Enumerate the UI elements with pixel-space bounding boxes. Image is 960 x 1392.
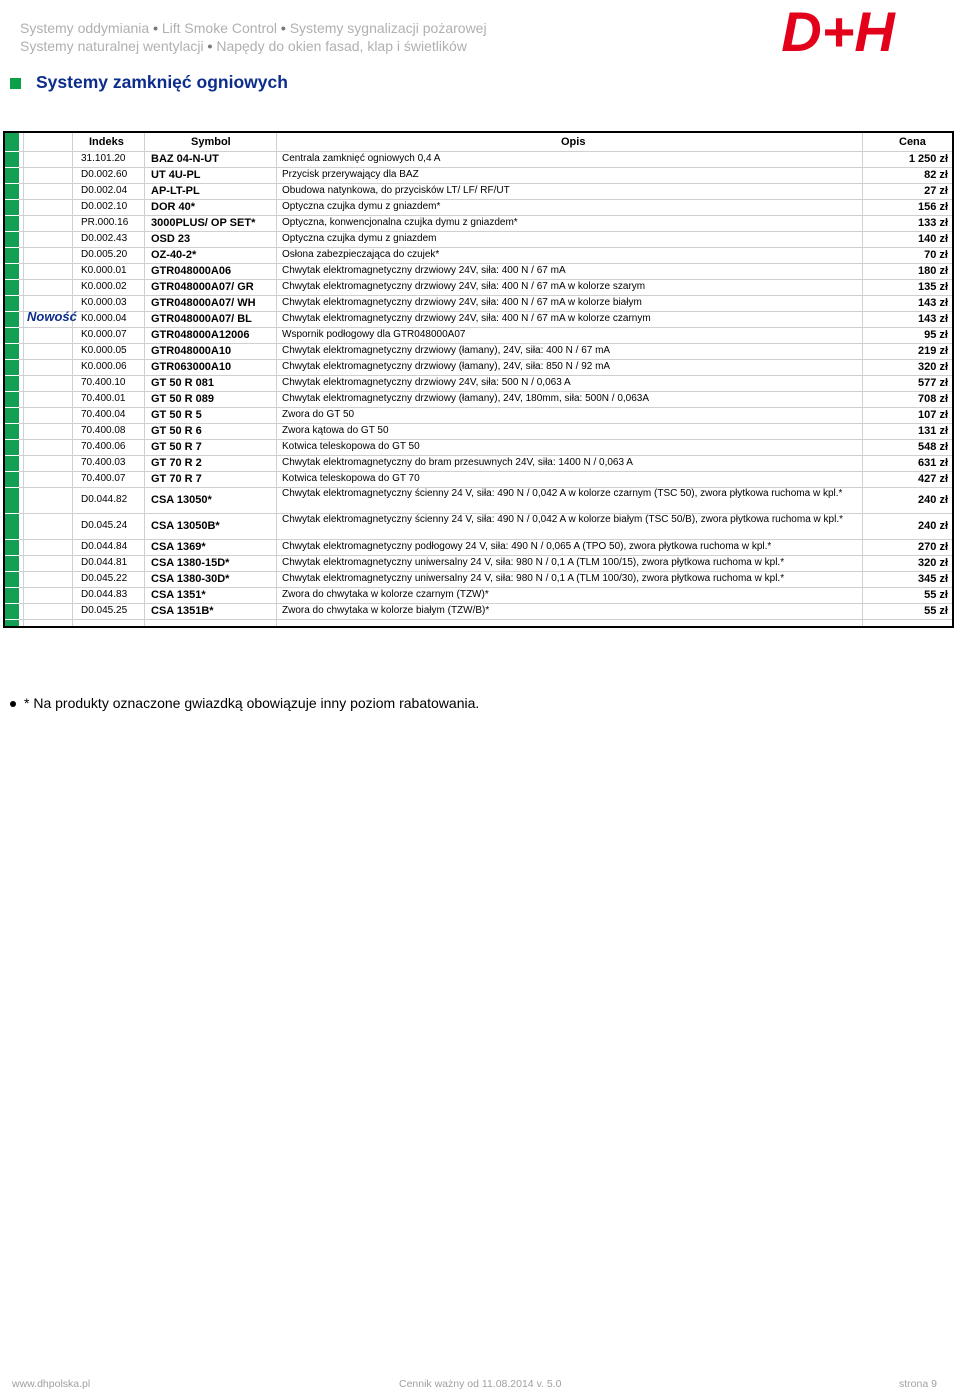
cell-symbol: DOR 40* <box>151 201 196 213</box>
header-line-2 <box>20 38 467 54</box>
cell-cena: 708 zł <box>918 393 948 405</box>
cell-index: 70.400.06 <box>81 441 126 452</box>
cell-cena: 427 zł <box>918 473 948 485</box>
cell-index: D0.005.20 <box>81 249 128 260</box>
table-row <box>5 311 952 327</box>
table-row <box>5 247 952 263</box>
table-row <box>5 231 952 247</box>
cell-cena: 135 zł <box>918 281 948 293</box>
table-row <box>5 343 952 359</box>
cell-symbol: CSA 13050B* <box>151 520 220 532</box>
cell-opis: Chwytak elektromagnetyczny do bram przesuwnych 24V, siła: 1400 N / 0,063 A <box>282 457 633 468</box>
price-table <box>3 131 954 628</box>
cell-cena: 143 zł <box>918 313 948 325</box>
cell-cena: 240 zł <box>918 494 948 506</box>
section-marker-icon <box>10 78 21 89</box>
cell-cena: 320 zł <box>918 361 948 373</box>
cell-opis: Optyczna czujka dymu z gniazdem* <box>282 201 441 212</box>
cell-opis: Chwytak elektromagnetyczny drzwiowy (łamany), 24V, 180mm, siła: 500N / 0,063A <box>282 393 650 404</box>
cell-index: 70.400.04 <box>81 409 126 420</box>
cell-symbol: OZ-40-2* <box>151 249 197 261</box>
cell-opis: Obudowa natynkowa, do przycisków LT/ LF/ RF/UT <box>282 185 510 196</box>
table-row <box>5 375 952 391</box>
header-link: Systemy naturalnej wentylacji <box>20 38 204 54</box>
table-row <box>5 295 952 311</box>
cell-symbol: GTR048000A07/ BL <box>151 313 252 325</box>
header-symbol: Symbol <box>191 136 231 148</box>
cell-opis: Kotwica teleskopowa do GT 70 <box>282 473 420 484</box>
header-opis: Opis <box>561 136 586 148</box>
cell-cena: 55 zł <box>924 589 948 601</box>
cell-symbol: CSA 1351B* <box>151 605 214 617</box>
cell-cena: 70 zł <box>924 249 948 261</box>
cell-index: K0.000.05 <box>81 345 127 356</box>
cell-cena: 133 zł <box>918 217 948 229</box>
section-title: Systemy zamknięć ogniowych <box>36 72 288 92</box>
cell-symbol: GTR048000A10 <box>151 345 232 357</box>
cell-index: K0.000.02 <box>81 281 127 292</box>
cell-opis: Chwytak elektromagnetyczny podłogowy 24 V, siła: 490 N / 0,065 A (TPO 50), zwora płytkowa ruchoma w kpl.* <box>282 541 772 552</box>
cell-cena: 219 zł <box>918 345 948 357</box>
cell-symbol: CSA 1369* <box>151 541 206 553</box>
cell-index: D0.044.81 <box>81 557 128 568</box>
cell-opis: Chwytak elektromagnetyczny ścienny 24 V, siła: 490 N / 0,042 A w kolorze czarnym (TSC 50), zwora płytkowa ruchoma w kpl.* <box>282 488 843 499</box>
dh-logo <box>720 4 956 58</box>
cell-symbol: CSA 1380-15D* <box>151 557 230 569</box>
table-row <box>5 359 952 375</box>
cell-cena: 345 zł <box>918 573 948 585</box>
cell-index: 31.101.20 <box>81 153 126 164</box>
cell-opis: Optyczna czujka dymu z gniazdem <box>282 233 437 244</box>
cell-opis: Wspornik podłogowy dla GTR048000A07 <box>282 329 466 340</box>
cell-opis: Centrala zamknięć ogniowych 0,4 A <box>282 153 441 164</box>
cell-cena: 320 zł <box>918 557 948 569</box>
cell-cena: 82 zł <box>924 169 948 181</box>
cell-symbol: AP-LT-PL <box>151 185 200 197</box>
cell-index: K0.000.04 <box>81 313 127 324</box>
cell-index: D0.002.10 <box>81 201 128 212</box>
bullet-icon <box>10 701 16 707</box>
cell-opis: Chwytak elektromagnetyczny ścienny 24 V, siła: 490 N / 0,042 A w kolorze białym (TSC 50/B), zwora płytkowa ruchoma w kpl.* <box>282 514 843 525</box>
cell-opis: Chwytak elektromagnetyczny drzwiowy 24V, siła: 400 N / 67 mA w kolorze białym <box>282 297 642 308</box>
cell-index: D0.002.43 <box>81 233 128 244</box>
cell-index: D0.045.22 <box>81 573 128 584</box>
new-label: Nowość <box>27 309 77 324</box>
cell-index: K0.000.01 <box>81 265 127 276</box>
cell-index: 70.400.10 <box>81 377 126 388</box>
header-link: Lift Smoke Control <box>161 20 278 36</box>
cell-opis: Chwytak elektromagnetyczny drzwiowy 24V, siła: 400 N / 67 mA w kolorze szarym <box>282 281 646 292</box>
cell-cena: 143 zł <box>918 297 948 309</box>
cell-opis: Optyczna, konwencjonalna czujka dymu z gniazdem* <box>282 217 518 228</box>
cell-opis: Chwytak elektromagnetyczny drzwiowy 24V, siła: 400 N / 67 mA w kolorze czarnym <box>282 313 651 324</box>
footer-website: www.dhpolska.pl <box>12 1378 91 1390</box>
cell-index: 70.400.01 <box>81 393 126 404</box>
cell-index: K0.000.03 <box>81 297 127 308</box>
cell-index: D0.002.04 <box>81 185 128 196</box>
cell-index: PR.000.16 <box>81 217 129 228</box>
table-row <box>5 487 952 513</box>
bullet-icon: • <box>207 38 213 54</box>
footnote: * Na produkty oznaczone gwiazdką obowiązuje inny poziom rabatowania. <box>24 695 480 711</box>
header-index: Indeks <box>89 136 124 148</box>
table-row <box>5 183 952 199</box>
header-line-1 <box>20 20 487 36</box>
table-row <box>5 199 952 215</box>
table-row <box>5 263 952 279</box>
cell-index: D0.002.60 <box>81 169 128 180</box>
header-link: Systemy sygnalizacji pożarowej <box>289 20 487 36</box>
cell-cena: 107 zł <box>918 409 948 421</box>
cell-cena: 1 250 zł <box>908 153 948 165</box>
cell-symbol: GT 50 R 089 <box>151 393 214 405</box>
footer-validity: Cennik ważny od 11.08.2014 v. 5.0 <box>399 1378 562 1390</box>
cell-opis: Kotwica teleskopowa do GT 50 <box>282 441 420 452</box>
cell-symbol: GT 50 R 7 <box>151 441 202 453</box>
cell-symbol: UT 4U-PL <box>151 169 201 181</box>
cell-symbol: BAZ 04-N-UT <box>151 153 219 165</box>
table-row <box>5 471 952 487</box>
cell-index: D0.045.24 <box>81 520 128 531</box>
footer-page: strona 9 <box>899 1378 937 1390</box>
cell-symbol: GTR048000A07/ WH <box>151 297 256 309</box>
cell-opis: Zwora do chwytaka w kolorze czarnym (TZW)* <box>282 589 489 600</box>
cell-cena: 548 zł <box>918 441 948 453</box>
cell-index: D0.044.82 <box>81 494 128 505</box>
cell-index: 70.400.03 <box>81 457 126 468</box>
cell-index: D0.045.25 <box>81 605 128 616</box>
cell-opis: Chwytak elektromagnetyczny uniwersalny 24 V, siła: 980 N / 0,1 A (TLM 100/15), zwora płytkowa ruchoma w kpl.* <box>282 557 785 568</box>
cell-symbol: GT 70 R 2 <box>151 457 202 469</box>
cell-opis: Zwora kątowa do GT 50 <box>282 425 389 436</box>
cell-opis: Chwytak elektromagnetyczny drzwiowy (łamany), 24V, siła: 850 N / 92 mA <box>282 361 611 372</box>
cell-symbol: CSA 1351* <box>151 589 206 601</box>
cell-index: D0.044.83 <box>81 589 128 600</box>
table-row <box>5 555 952 571</box>
table-row <box>5 603 952 619</box>
bullet-icon: • <box>280 20 286 36</box>
cell-opis: Zwora do chwytaka w kolorze białym (TZW/B)* <box>282 605 490 616</box>
cell-cena: 156 zł <box>918 201 948 213</box>
cell-symbol: GT 50 R 5 <box>151 409 202 421</box>
cell-cena: 180 zł <box>918 265 948 277</box>
cell-symbol: GTR048000A06 <box>151 265 232 277</box>
cell-opis: Chwytak elektromagnetyczny uniwersalny 24 V, siła: 980 N / 0,1 A (TLM 100/30), zwora płytkowa ruchoma w kpl.* <box>282 573 785 584</box>
cell-cena: 131 zł <box>918 425 948 437</box>
cell-index: D0.044.84 <box>81 541 128 552</box>
table-row <box>5 407 952 423</box>
cell-cena: 577 zł <box>918 377 948 389</box>
table-row <box>5 151 952 167</box>
table-row <box>5 513 952 539</box>
cell-opis: Chwytak elektromagnetyczny drzwiowy 24V, siła: 500 N / 0,063 A <box>282 377 571 388</box>
table-row <box>5 391 952 407</box>
cell-symbol: GTR048000A12006 <box>151 329 250 341</box>
cell-opis: Chwytak elektromagnetyczny drzwiowy 24V, siła: 400 N / 67 mA <box>282 265 566 276</box>
table-row <box>5 279 952 295</box>
cell-opis: Przycisk przerywający dla BAZ <box>282 169 419 180</box>
cell-cena: 95 zł <box>924 329 948 341</box>
header-link: Systemy oddymiania <box>20 20 150 36</box>
cell-symbol: OSD 23 <box>151 233 191 245</box>
table-row <box>5 167 952 183</box>
cell-symbol: GT 50 R 081 <box>151 377 214 389</box>
logo-text: D+H <box>781 4 895 58</box>
table-row <box>5 439 952 455</box>
cell-index: 70.400.08 <box>81 425 126 436</box>
header-cena: Cena <box>899 136 926 148</box>
cell-symbol: GT 70 R 7 <box>151 473 202 485</box>
table-row <box>5 539 952 555</box>
cell-symbol: CSA 13050* <box>151 494 212 506</box>
cell-index: K0.000.06 <box>81 361 127 372</box>
cell-cena: 270 zł <box>918 541 948 553</box>
table-row <box>5 455 952 471</box>
cell-symbol: GTR063000A10 <box>151 361 232 373</box>
cell-index: K0.000.07 <box>81 329 127 340</box>
cell-symbol: CSA 1380-30D* <box>151 573 230 585</box>
table-row <box>5 215 952 231</box>
cell-symbol: 3000PLUS/ OP SET* <box>151 217 256 229</box>
cell-symbol: GTR048000A07/ GR <box>151 281 254 293</box>
cell-cena: 27 zł <box>924 185 948 197</box>
header-link: Napędy do okien fasad, klap i świetlików <box>216 38 467 54</box>
cell-opis: Zwora do GT 50 <box>282 409 355 420</box>
cell-cena: 631 zł <box>918 457 948 469</box>
cell-opis: Osłona zabezpieczająca do czujek* <box>282 249 440 260</box>
cell-index: 70.400.07 <box>81 473 126 484</box>
cell-cena: 240 zł <box>918 520 948 532</box>
cell-cena: 55 zł <box>924 605 948 617</box>
table-row <box>5 327 952 343</box>
table-row <box>5 423 952 439</box>
cell-symbol: GT 50 R 6 <box>151 425 202 437</box>
cell-opis: Chwytak elektromagnetyczny drzwiowy (łamany), 24V, siła: 400 N / 67 mA <box>282 345 611 356</box>
cell-cena: 140 zł <box>918 233 948 245</box>
table-row <box>5 587 952 603</box>
table-row <box>5 571 952 587</box>
bullet-icon: • <box>153 20 158 36</box>
